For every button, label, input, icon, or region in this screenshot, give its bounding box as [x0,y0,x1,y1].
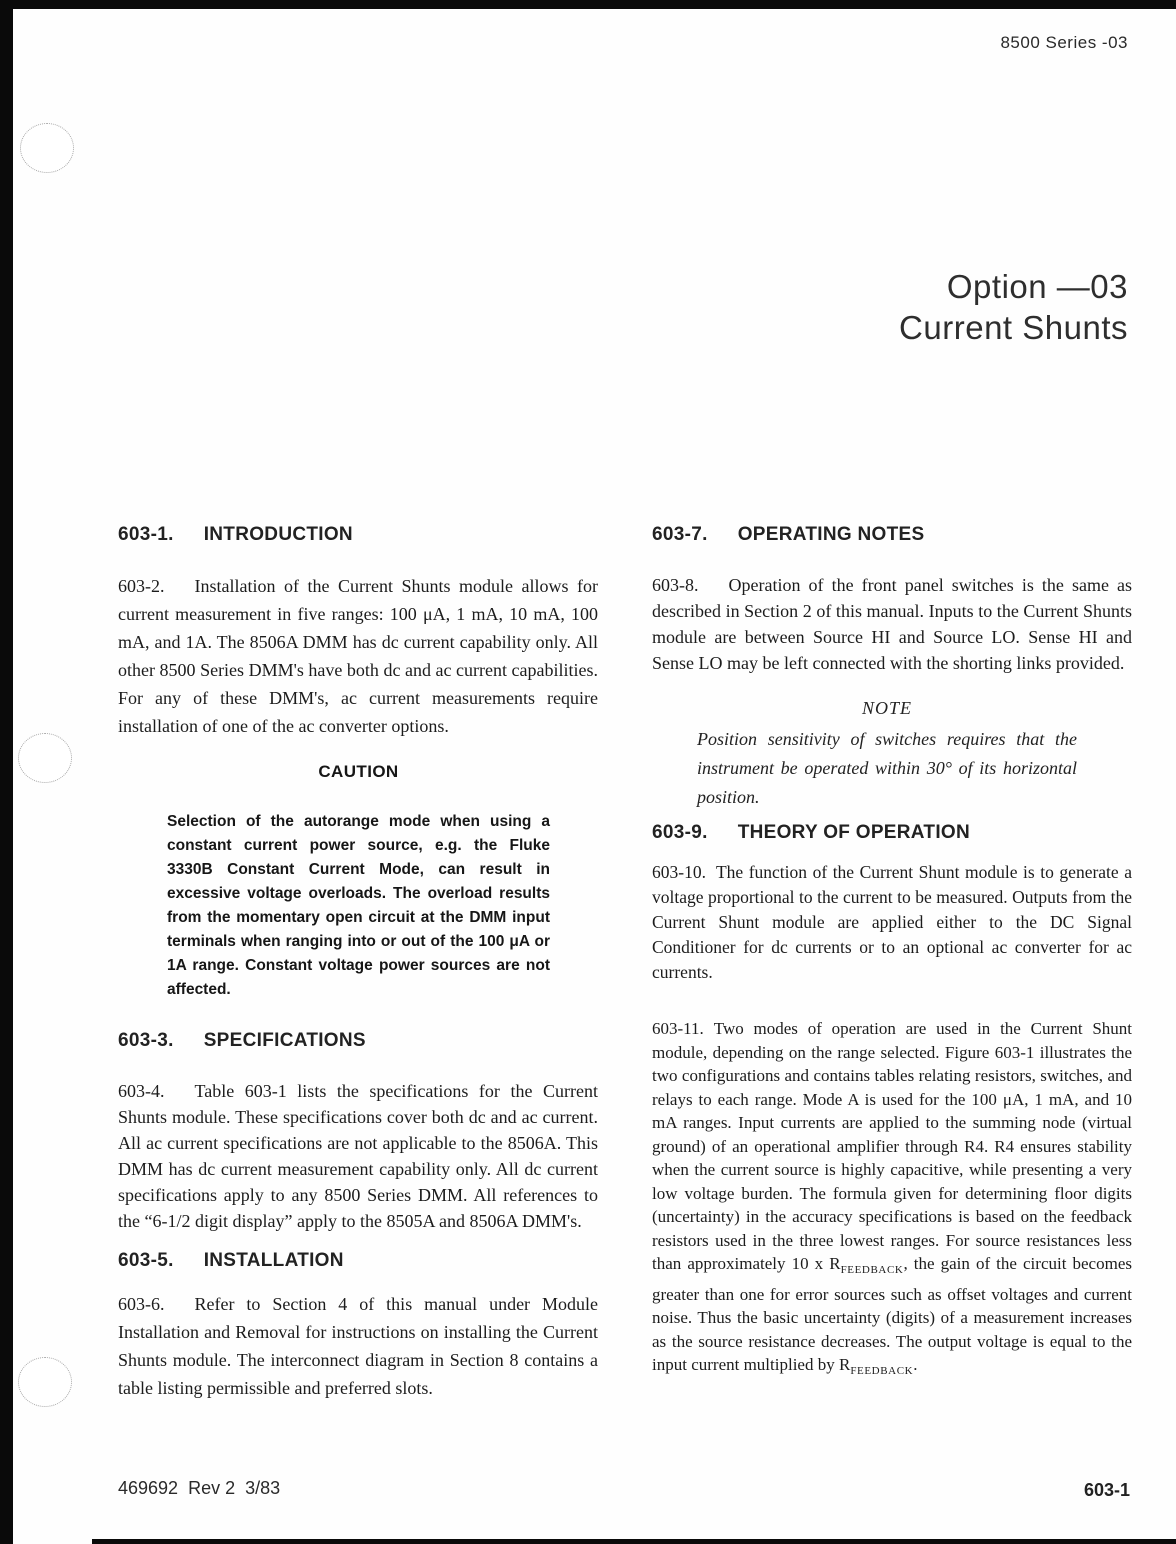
paragraph-text: . [913,1355,918,1374]
hole-punch-mark-top [20,123,74,173]
paragraph-text: Table 603-1 lists the specifications for the Current Shunts module. These specifications cover both dc and ac current. All ac current specifications are not applicable to the 8506A. This DMM has dc current measurement capability only. All dc current specifications apply to any 8500 Series DMM. All references to the “6-1/2 digit display” apply to the 8505A and 8506A DMM's. [118,1081,598,1231]
r-feedback-subscript: FEEDBACK [850,1365,914,1377]
r-feedback-subscript: FEEDBACK [840,1264,904,1276]
caution-block [167,762,550,1002]
paragraph-number: 603-11. [652,1019,704,1038]
title-subject-line: Current Shunts [899,309,1128,346]
caution-text: Selection of the autorange mode when using a constant current power source, e.g. the Fluke 3330B Constant Current Mode, can result in excessive voltage overloads. The overload results from the momentary open circuit at the DMM input terminals when ranging into or out of the 100 μA or 1A range. Constant voltage power sources are not affected. [167,813,550,998]
paragraph-text: The function of the Current Shunt module is to generate a voltage proportional to the current to be measured. Outputs from the Current Shunt module are applied either to the DC Signal Conditioner for dc currents or to an optional ac converter for ac currents. [652,862,1132,982]
paragraph-number: 603-8. [652,575,699,595]
paragraph-number: 603-10. [652,862,706,882]
paragraph-603-2 [118,572,598,740]
heading-label: INSTALLATION [203,1250,344,1271]
paragraph-603-4 [118,1078,598,1234]
paragraph-text: Installation of the Current Shunts module allows for current measurement in five ranges: 100 μA, 1 mA, 10 mA, 100 mA, and 1A. The 8506A DMM has dc current capability only. All other 8500 Series DMM's have both dc and ac current capabilities. For any of these DMM's, ac current measurements require installation of one of the ac converter options. [118,576,598,736]
left-column [118,524,598,1402]
page-header-series: 8500 Series -03 [1000,33,1128,52]
heading-operating-notes [652,524,1132,546]
heading-number: 603-7. [652,524,708,545]
paragraph-number: 603-4. [118,1081,165,1101]
note-block [697,698,1077,812]
heading-number: 603-5. [118,1250,174,1271]
footer-document-number: 469692 Rev 2 3/83 [118,1478,281,1498]
paragraph-603-10 [652,860,1132,985]
hole-punch-mark-bottom [18,1357,72,1407]
paragraph-603-8 [652,572,1132,676]
caution-heading: CAUTION [318,762,399,781]
paragraph-603-11 [652,1017,1132,1384]
paragraph-text: , the gain of the circuit becomes greater than one for error sources such as offset voltages and current noise. Thus the basic uncertainty (digits) of a measurement increases as the source resistance decreases. The output voltage is equal to the input current multiplied by R [652,1254,1132,1374]
heading-specifications [118,1030,598,1052]
note-heading: NOTE [861,698,912,718]
heading-number: 603-9. [652,822,708,843]
heading-label: OPERATING NOTES [737,524,925,545]
heading-number: 603-3. [118,1030,174,1051]
paragraph-number: 603-2. [118,576,165,596]
paragraph-text: Refer to Section 4 of this manual under Module Installation and Removal for instructions on installing the Current Shunts module. The interconnect diagram in Section 8 contains a table listing permissible and preferred slots. [118,1294,598,1398]
title-option-line: Option —03 [946,268,1128,305]
paragraph-text: Two modes of operation are used in the Current Shunt module, depending on the range selected. Figure 603-1 illustrates the two configurations and contains tables relating resistors, switches, and relays to each range. Mode A is used for the 100 μA, 1 mA, and 10 mA ranges. Input currents are applied to the summing node (virtual ground) of an operational amplifier through R4. R4 ensures stability when the current source is highly capacitive, while presenting a very low voltage burden. The formula given for determining floor digits (uncertainty) in the accuracy specifications is based on the feedback resistors used in the three lowest ranges. For source resistances less than approximately 10 x R [652,1019,1132,1273]
footer-page-number: 603-1 [1083,1480,1130,1500]
heading-label: THEORY OF OPERATION [737,822,970,843]
heading-number: 603-1. [118,524,174,545]
note-text: Position sensitivity of switches requires that the instrument be operated within 30° of its horizontal position. [697,729,1077,807]
heading-introduction [118,524,598,546]
heading-installation [118,1250,598,1272]
heading-theory-of-operation [652,822,1132,844]
right-column [652,524,1132,1384]
paragraph-text: Operation of the front panel switches is the same as described in Section 2 of this manual. Inputs to the Current Shunts module are between Source HI and Source LO. Sense HI and Sense LO may be left connected with the shorting links provided. [652,575,1132,673]
document-title [899,266,1128,348]
paragraph-603-6 [118,1290,598,1402]
paragraph-number: 603-6. [118,1294,165,1314]
scan-border-top [0,0,1176,9]
scan-border-left [0,0,13,1544]
heading-label: SPECIFICATIONS [203,1030,366,1051]
heading-label: INTRODUCTION [203,524,353,545]
hole-punch-mark-middle [18,733,72,783]
scan-border-bottom [92,1539,1176,1544]
